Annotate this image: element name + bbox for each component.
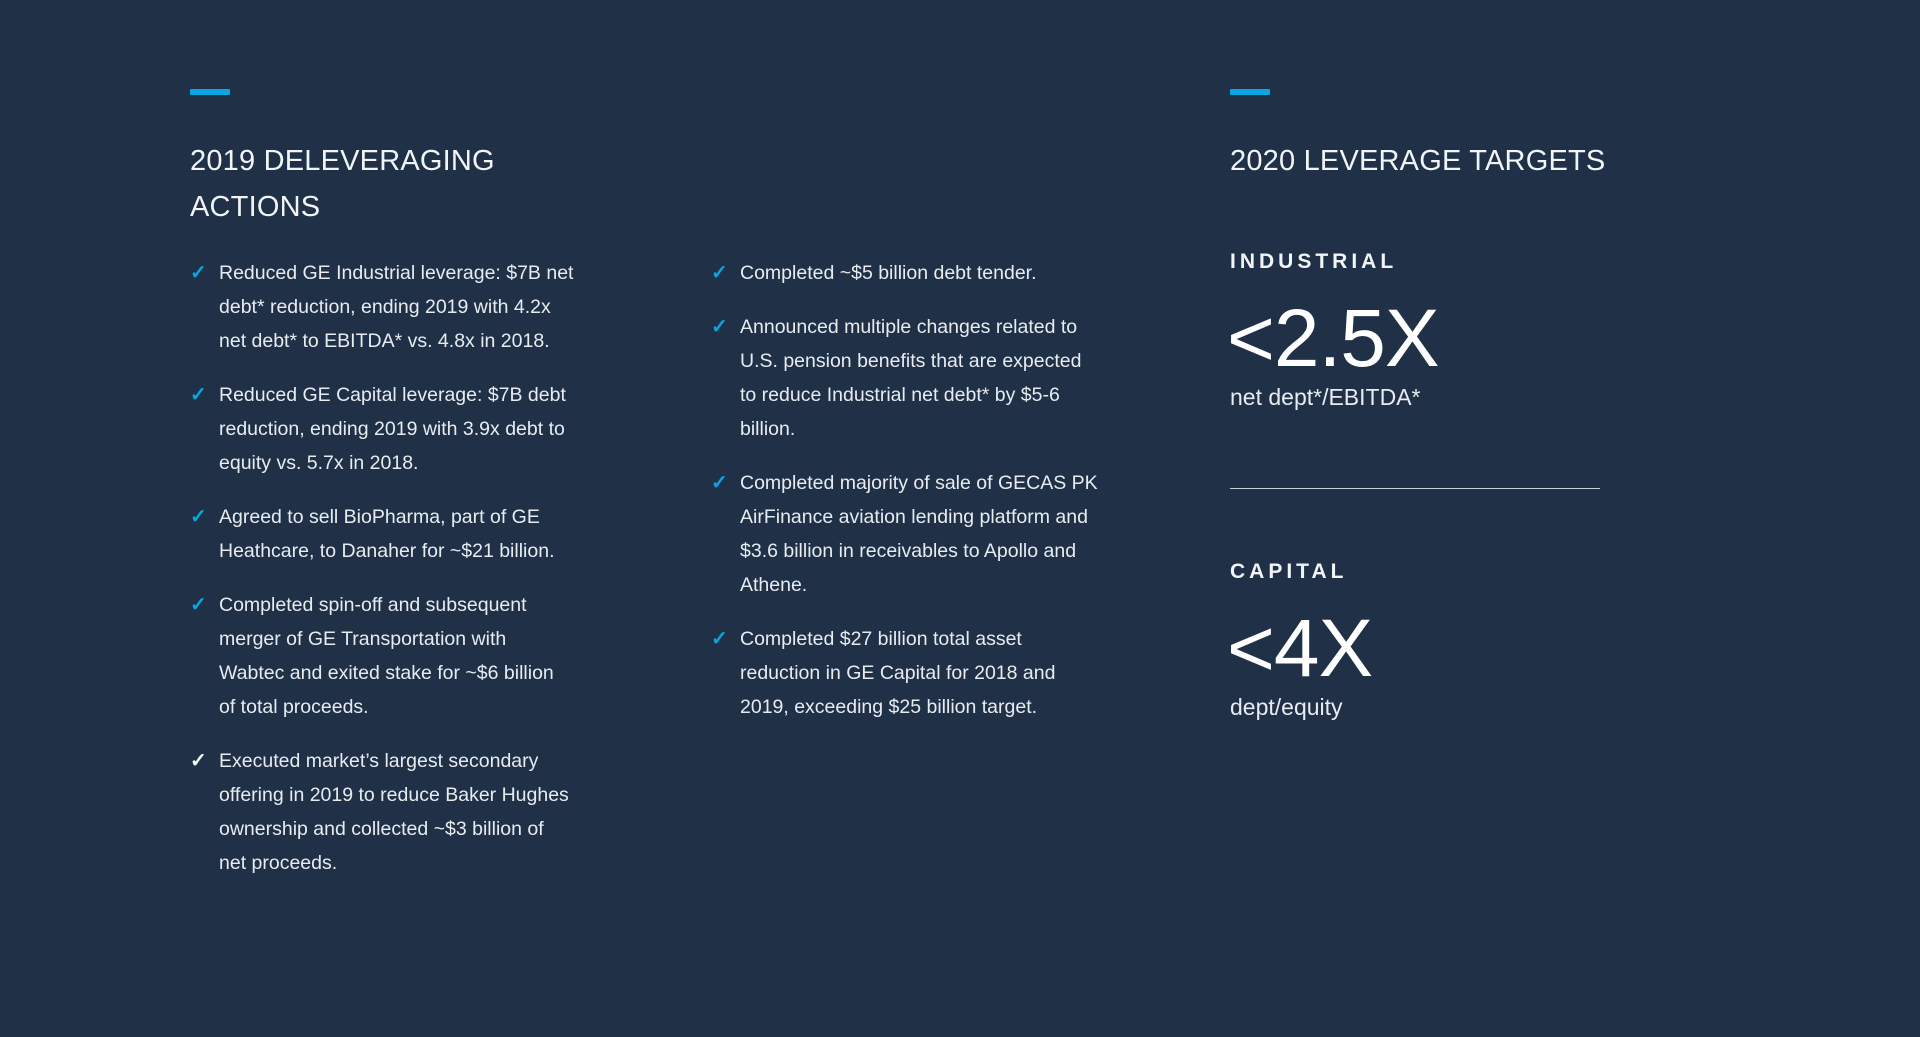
list-item-text: Completed $27 billion total asset reduction in GE Capital for 2018 and 2019, exceeding $25 billion target. [740, 628, 1056, 718]
list-item [190, 588, 575, 724]
right-accent-bar [1230, 89, 1270, 95]
industrial-target-caption: net dept*/EBITDA* [1230, 384, 1421, 410]
deleveraging-list-continued [711, 256, 1101, 744]
list-item [190, 744, 575, 880]
checkmark-icon: ✓ [190, 750, 207, 772]
capital-label: CAPITAL [1230, 560, 1348, 583]
checkmark-icon: ✓ [190, 384, 207, 406]
left-accent-bar [190, 89, 230, 95]
section-divider [1230, 488, 1600, 489]
list-item [190, 256, 575, 358]
industrial-label: INDUSTRIAL [1230, 250, 1398, 273]
list-item-text: Completed ~$5 billion debt tender. [740, 262, 1037, 284]
list-item-text: Completed spin-off and subsequent merger of GE Transportation with Wabtec and exited stake for ~$6 billion of total proceeds. [219, 594, 554, 718]
list-item-text: Completed majority of sale of GECAS PK AirFinance aviation lending platform and $3.6 billion in receivables to Apollo and Athene. [740, 472, 1098, 596]
list-item [190, 500, 575, 568]
deleveraging-title [190, 138, 495, 230]
deleveraging-list [190, 256, 575, 900]
list-item-text: Reduced GE Capital leverage: $7B debt reduction, ending 2019 with 3.9x debt to equity vs. 5.7x in 2018. [219, 384, 566, 474]
checkmark-icon: ✓ [711, 472, 728, 494]
list-item [711, 622, 1101, 724]
checkmark-icon: ✓ [711, 628, 728, 650]
list-item [711, 256, 1101, 290]
deleveraging-title-line2: ACTIONS [190, 191, 321, 223]
capital-target-caption: dept/equity [1230, 694, 1343, 720]
list-item [190, 378, 575, 480]
checkmark-icon: ✓ [711, 316, 728, 338]
list-item [711, 310, 1101, 446]
checkmark-icon: ✓ [190, 506, 207, 528]
deleveraging-title-line1: 2019 DELEVERAGING [190, 145, 495, 177]
checkmark-icon: ✓ [711, 262, 728, 284]
list-item-text: Reduced GE Industrial leverage: $7B net debt* reduction, ending 2019 with 4.2x net debt* to EBITDA* vs. 4.8x in 2018. [219, 262, 574, 352]
capital-target-value: <4X [1227, 603, 1373, 694]
list-item-text: Executed market’s largest secondary offering in 2019 to reduce Baker Hughes ownership and collected ~$3 billion of net proceeds. [219, 750, 569, 874]
industrial-target-value: <2.5X [1227, 293, 1439, 384]
list-item-text: Agreed to sell BioPharma, part of GE Heathcare, to Danaher for ~$21 billion. [219, 506, 555, 562]
checkmark-icon: ✓ [190, 594, 207, 616]
list-item-text: Announced multiple changes related to U.S. pension benefits that are expected to reduce Industrial net debt* by $5-6 billion. [740, 316, 1082, 440]
checkmark-icon: ✓ [190, 262, 207, 284]
leverage-targets-title: 2020 LEVERAGE TARGETS [1230, 145, 1606, 177]
list-item [711, 466, 1101, 602]
